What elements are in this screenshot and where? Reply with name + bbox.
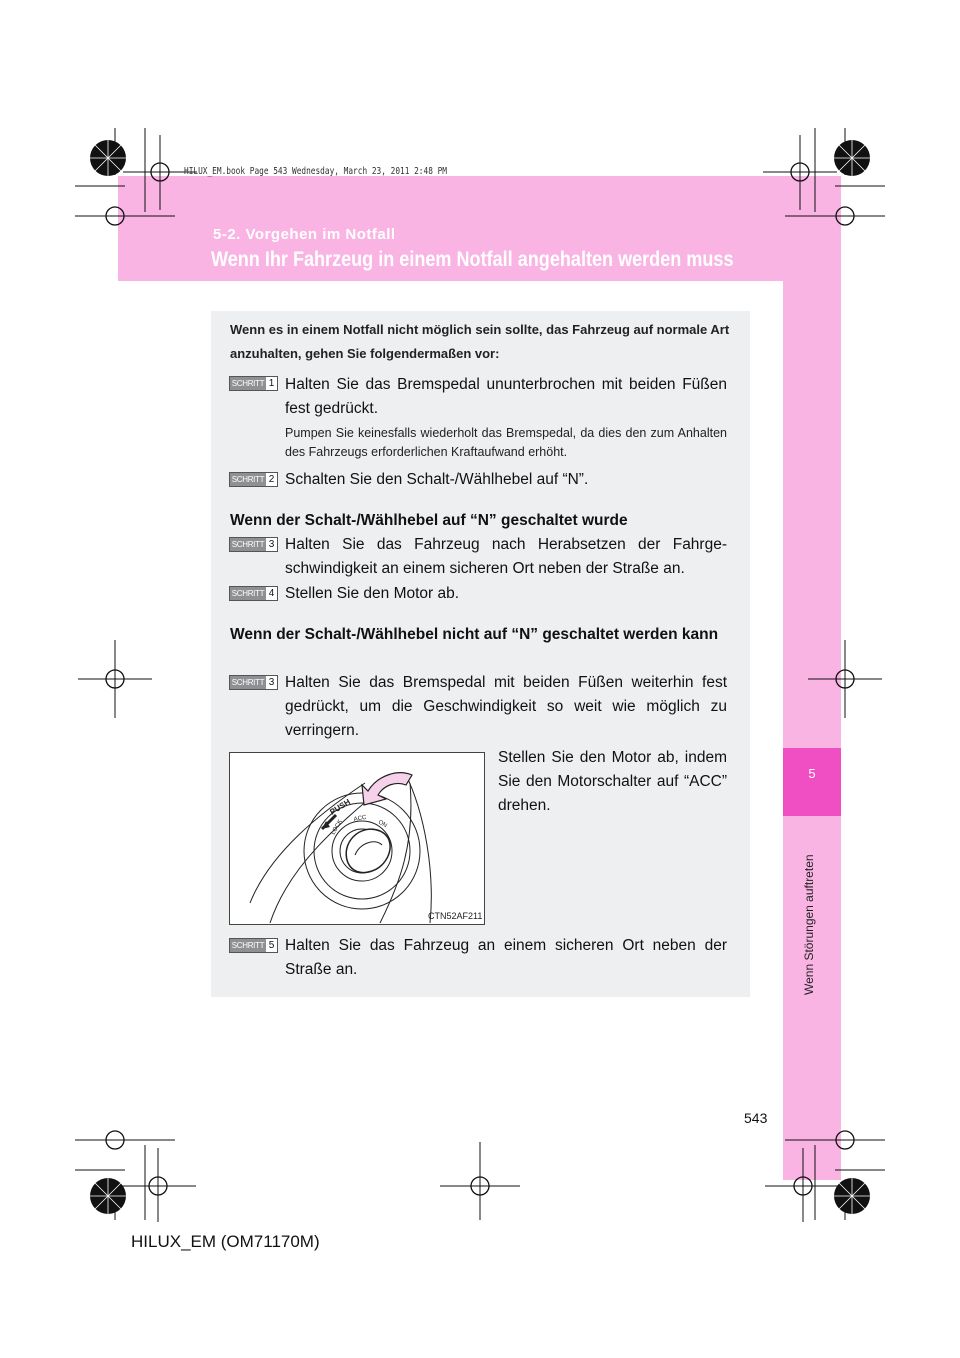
step-text: Halten Sie das Bremspedal ununterbrochen mit beiden Füßen fest gedrückt. — [285, 376, 727, 417]
step-badge — [229, 472, 278, 487]
page-title: Wenn Ihr Fahrzeug in einem Notfall angehalten werden muss — [211, 248, 734, 271]
step-badge-label: SCHRITT — [231, 540, 265, 549]
step-text: Halten Sie das Fahrzeug nach Herabsetzen der Fahrge-schwindigkeit an einem sicheren Ort neben der Straße an. — [285, 536, 727, 577]
case-heading: Wenn der Schalt-/Wählhebel auf “N” geschaltet wurde — [230, 512, 628, 529]
print-stamp: HILUX_EM.book Page 543 Wednesday, March 23, 2011 2:48 PM — [184, 166, 447, 177]
step-badge-label: SCHRITT — [231, 379, 265, 388]
section-label: 5-2. Vorgehen im Notfall — [213, 226, 396, 243]
ignition-switch-illustration — [229, 752, 485, 925]
step-badge-number: 4 — [266, 587, 277, 600]
step-badge — [229, 938, 278, 953]
step-text: Schalten Sie den Schalt-/Wählhebel auf “N”. — [285, 471, 589, 488]
on-label: ON — [377, 819, 388, 830]
ignition-switch-drawing — [230, 753, 484, 924]
step-text: Stellen Sie den Motor ab. — [285, 585, 460, 602]
step-text: Halten Sie das Fahrzeug an einem sicheren Ort neben der Straße an. — [285, 937, 727, 978]
step-text: Stellen Sie den Motor ab, indem Sie den Motorschalter auf “ACC” drehen. — [498, 749, 727, 814]
step-badge-label: SCHRITT — [231, 589, 265, 598]
step-badge — [229, 675, 278, 690]
step-badge-number: 2 — [266, 473, 277, 486]
step-badge-label: SCHRITT — [231, 941, 265, 950]
push-label: PUSH — [328, 797, 352, 817]
chapter-number: 5 — [808, 766, 816, 781]
step-badge-number: 5 — [266, 939, 277, 952]
chapter-title: Wenn Störungen auftreten — [802, 854, 816, 995]
intro-text: Wenn es in einem Notfall nicht möglich sein sollte, das Fahrzeug auf normale Art anzuhalten, gehen Sie folgendermaßen vor: — [230, 322, 730, 361]
step-note: Pumpen Sie keinesfalls wiederholt das Bremspedal, da dies den zum Anhalten des Fahrzeugs erforderlichen Kraftaufwand erhöht. — [285, 426, 727, 459]
lock-label: LOCK — [330, 818, 344, 836]
step-badge-number: 1 — [266, 377, 277, 390]
model-code: HILUX_EM (OM71170M) — [131, 1232, 320, 1251]
step-badge — [229, 376, 278, 391]
case-heading: Wenn der Schalt-/Wählhebel nicht auf “N” geschaltet werden kann — [230, 626, 719, 643]
illustration-code: CTN52AF211 — [428, 911, 483, 921]
acc-label: ACC — [353, 814, 367, 823]
step-badge-number: 3 — [266, 538, 277, 551]
step-badge-label: SCHRITT — [231, 475, 265, 484]
step-badge-number: 3 — [266, 676, 277, 689]
step-badge — [229, 586, 278, 601]
step-badge — [229, 537, 278, 552]
step-text: Halten Sie das Bremspedal mit beiden Füßen weiterhin fest gedrückt, um die Geschwindigkeit so weit wie möglich zu verringern. — [285, 674, 727, 739]
page-number: 543 — [744, 1110, 768, 1126]
step-badge-label: SCHRITT — [231, 678, 265, 687]
